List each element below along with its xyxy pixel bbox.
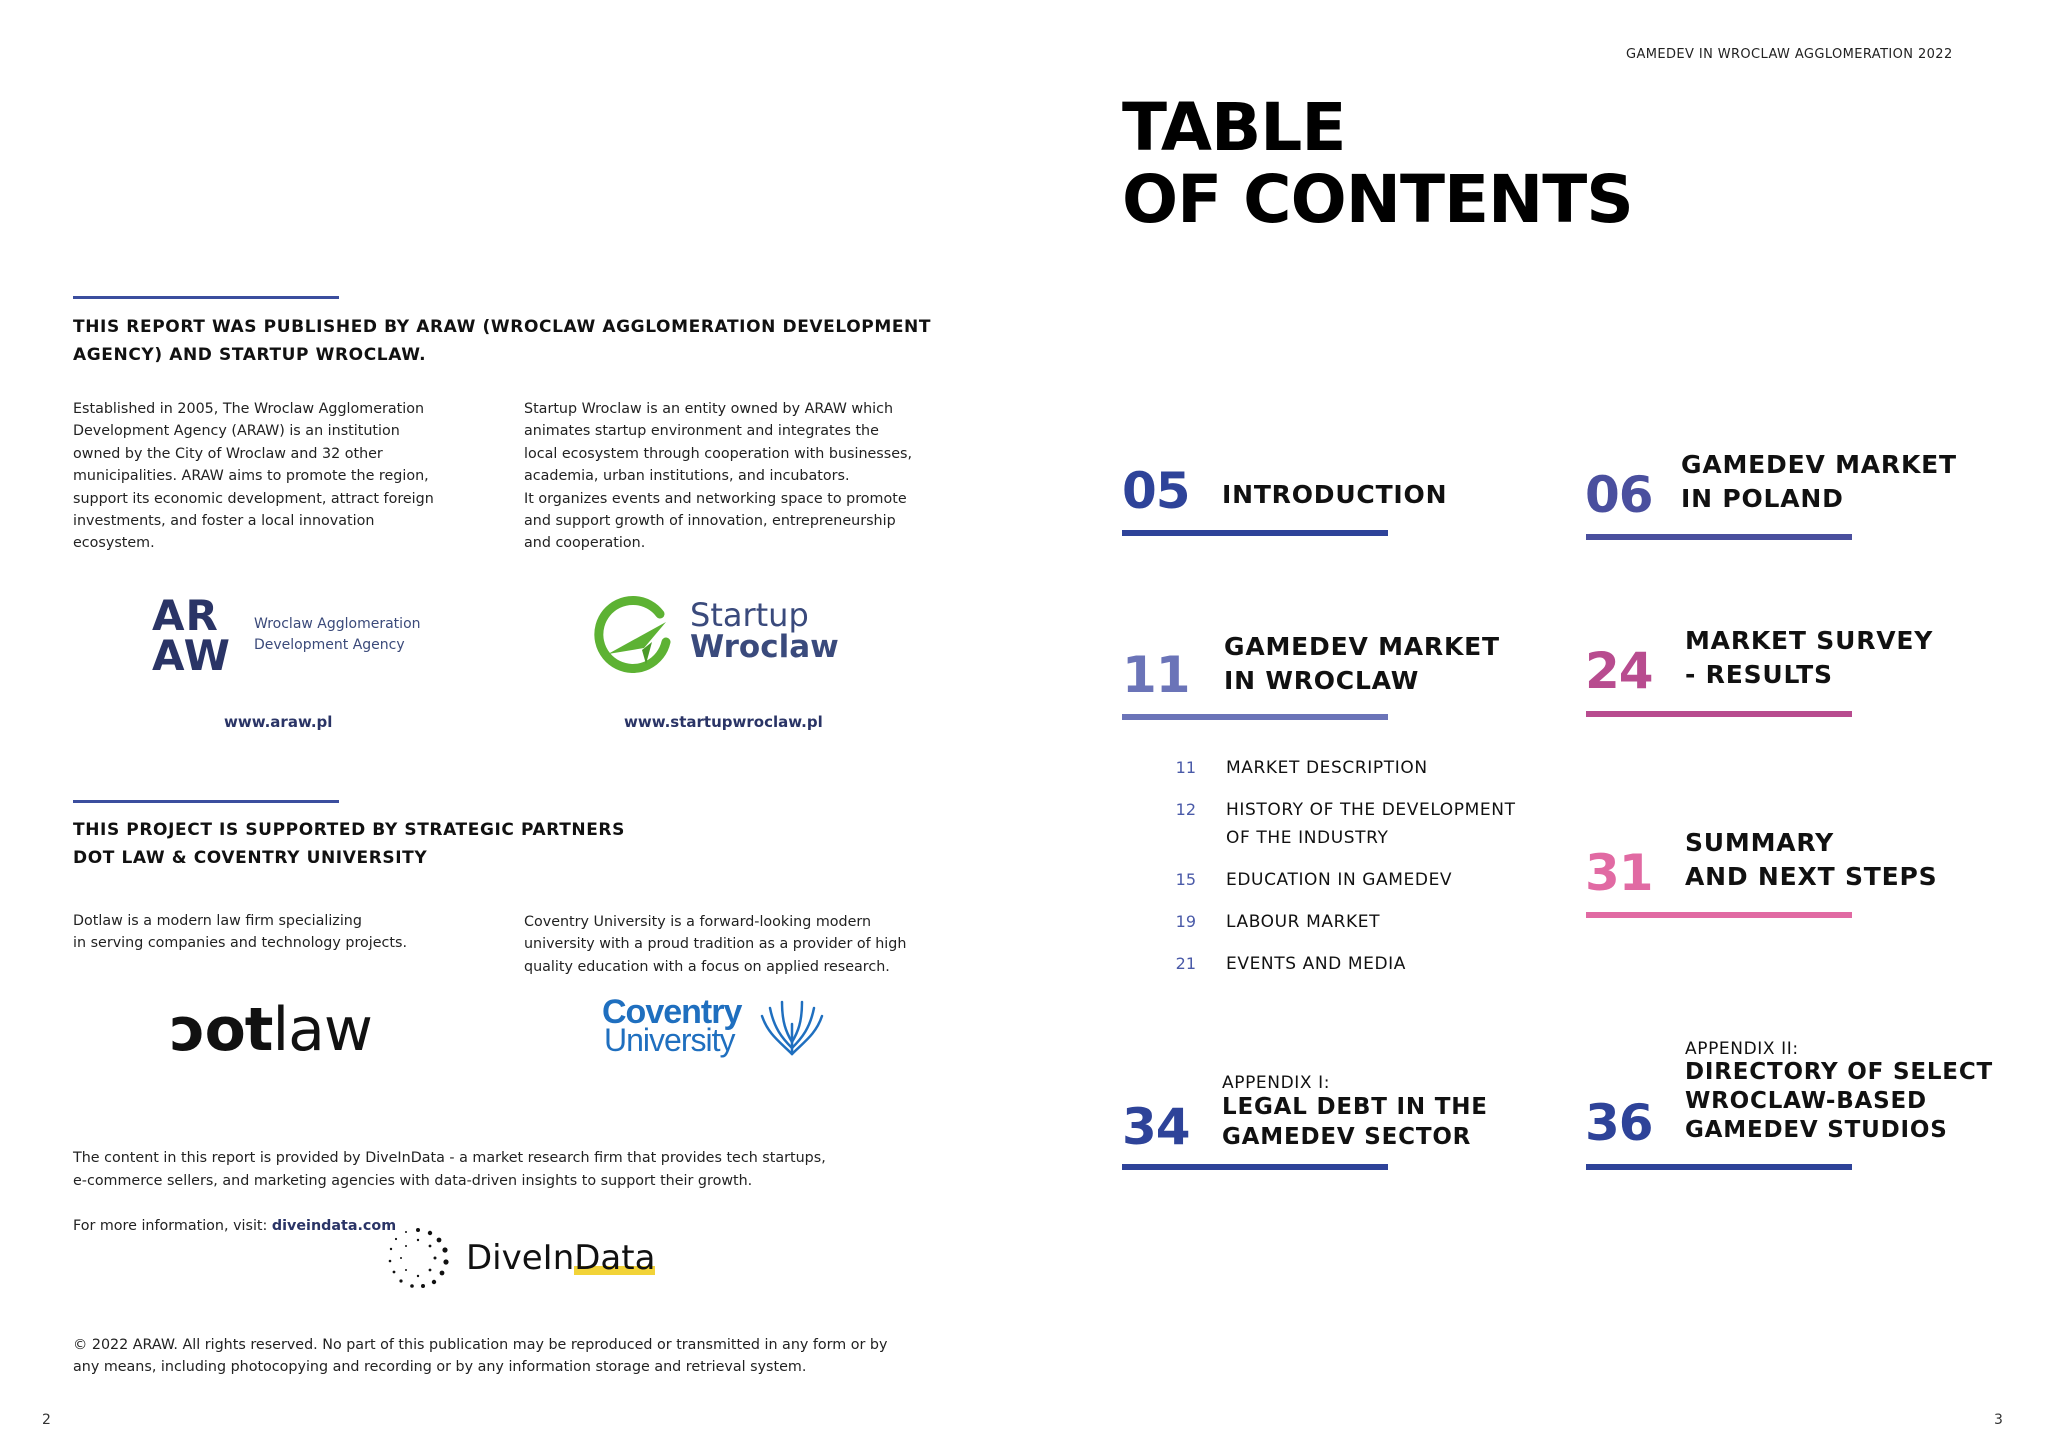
page-number-left: 2 <box>42 1412 51 1428</box>
toc-label: GAMEDEV MARKET IN WROCLAW <box>1224 632 1500 695</box>
toc-number: 31 <box>1585 844 1653 902</box>
toc-number: 06 <box>1585 466 1653 524</box>
toc-number: 36 <box>1585 1094 1653 1152</box>
araw-description: Established in 2005, The Wroclaw Agglomeration Development Agency (ARAW) is an institution owned by the City of Wroclaw and 32 other municipalities. ARAW aims to promote the region, support its economic development, attract foreign investments, and foster a local innovation ecosystem. <box>73 401 434 552</box>
diveindata-link[interactable]: diveindata.com <box>271 1217 397 1234</box>
toc-subentry-number: 15 <box>1175 870 1196 889</box>
toc-bar-appendix-2 <box>1586 1164 1852 1170</box>
diveindata-logo <box>386 1226 656 1290</box>
partners-heading: THIS PROJECT IS SUPPORTED BY STRATEGIC PARTNERS DOT LAW & COVENTRY UNIVERSITY <box>73 820 625 868</box>
toc-subentry-label: MARKET DESCRIPTION <box>1226 758 1428 778</box>
toc-entry-appendix-1[interactable] <box>1122 1070 1542 1170</box>
toc-bar-appendix-1 <box>1122 1164 1388 1170</box>
coventry-description: Coventry University is a forward-looking modern university with a proud tradition as a provider of high quality education with a focus on applied research. <box>524 914 907 975</box>
coventry-logo-line1: Coventry <box>602 993 742 1031</box>
phoenix-icon <box>760 998 824 1058</box>
toc-subentry-label: EDUCATION IN GAMEDEV <box>1226 870 1453 890</box>
publisher-heading: THIS REPORT WAS PUBLISHED BY ARAW (WROCLAW AGGLOMERATION DEVELOPMENT AGENCY) AND STARTUP WROCLAW. <box>73 317 932 365</box>
toc-appendix-label: APPENDIX II: <box>1685 1039 1799 1059</box>
diveindata-wordmark: DiveInData <box>466 1238 656 1278</box>
toc-appendix-label: APPENDIX I: <box>1222 1073 1331 1093</box>
toc-subentry[interactable] <box>1156 866 1546 894</box>
toc-subentry[interactable] <box>1156 908 1546 936</box>
toc-entry-introduction[interactable] <box>1122 460 1448 540</box>
toc-bar-summary <box>1586 912 1852 918</box>
toc-label: SUMMARY AND NEXT STEPS <box>1685 828 1938 891</box>
toc-entry-appendix-2[interactable] <box>1585 1036 2015 1166</box>
startup-description: Startup Wroclaw is an entity owned by ARAW which animates startup environment and integrates the local ecosystem through cooperation with businesses, academia, urban institutions, and incubators. It organizes events and networking space to promote and support growth of innovation, entrepreneurship and cooperation. <box>524 401 912 552</box>
dotlaw-logo <box>170 995 372 1065</box>
toc-subentry-label: HISTORY OF THE DEVELOPMENT OF THE INDUSTRY <box>1226 800 1516 848</box>
startup-logo-line2: Wroclaw <box>690 629 839 665</box>
toc-label: GAMEDEV MARKET IN POLAND <box>1681 450 1957 513</box>
page-number-right: 3 <box>1994 1412 2003 1428</box>
toc-bar-gamedev-poland <box>1586 534 1852 540</box>
araw-logo-name: Wroclaw Agglomeration Development Agency <box>254 616 421 653</box>
toc-entry-summary[interactable] <box>1585 826 2005 906</box>
dotlaw-logo-light: law <box>272 995 372 1065</box>
araw-logo <box>152 591 452 682</box>
toc-bar-introduction <box>1122 530 1388 536</box>
toc-subentry-number: 11 <box>1175 758 1196 777</box>
toc-title: TABLE OF CONTENTS <box>1122 89 1633 238</box>
toc-subentry-number: 19 <box>1175 912 1196 931</box>
araw-logo-mark: AR AW <box>152 591 231 680</box>
toc-entry-market-survey[interactable] <box>1585 624 2005 704</box>
toc-label: INTRODUCTION <box>1222 480 1448 509</box>
toc-label: LEGAL DEBT IN THE GAMEDEV SECTOR <box>1222 1094 1488 1150</box>
araw-url[interactable]: www.araw.pl <box>224 713 333 731</box>
toc-subentry-label: LABOUR MARKET <box>1226 912 1381 932</box>
toc-subentry[interactable] <box>1156 796 1526 852</box>
dotted-circle-icon <box>386 1226 450 1290</box>
dotlaw-logo-bold: ɔot <box>170 995 273 1065</box>
toc-number: 11 <box>1122 646 1190 704</box>
toc-label: DIRECTORY OF SELECT WROCLAW-BASED GAMEDEV STUDIOS <box>1685 1059 1993 1143</box>
toc-entry-gamedev-poland[interactable] <box>1585 448 2005 528</box>
content-note: The content in this report is provided by DiveInData - a market research firm that provides tech startups, e-commerce sellers, and marketing agencies with data-driven insights to support their growth. For more information, visit: diveindata.com <box>73 1150 826 1234</box>
toc-subentry[interactable] <box>1156 754 1546 782</box>
toc-bar-market-survey <box>1586 711 1852 717</box>
running-header: GAMEDEV IN WROCLAW AGGLOMERATION 2022 <box>1626 47 1953 62</box>
startup-wroclaw-logo <box>594 592 844 678</box>
toc-subentry-number: 21 <box>1175 954 1196 973</box>
toc-label: MARKET SURVEY - RESULTS <box>1685 626 1934 689</box>
toc-number: 05 <box>1122 462 1190 520</box>
toc-bar-gamedev-wroclaw <box>1122 714 1388 720</box>
toc-entry-gamedev-wroclaw[interactable] <box>1122 630 1542 710</box>
toc-number: 24 <box>1585 642 1653 700</box>
toc-subentry-label: EVENTS AND MEDIA <box>1226 954 1406 974</box>
toc-subentry-number: 12 <box>1175 800 1196 819</box>
coventry-logo <box>602 993 832 1062</box>
startup-url[interactable]: www.startupwroclaw.pl <box>624 713 823 731</box>
startup-logo-line1: Startup <box>690 596 809 634</box>
copyright-notice: © 2022 ARAW. All rights reserved. No part of this publication may be reproduced or transmitted in any form or by any means, including photocopying and recording or by any information storage and retrieval system. <box>73 1337 888 1376</box>
coventry-logo-line2: University <box>604 1022 735 1058</box>
toc-subentry[interactable] <box>1156 950 1546 978</box>
toc-number: 34 <box>1122 1098 1190 1156</box>
dotlaw-description: Dotlaw is a modern law firm specializing in serving companies and technology projects. <box>73 913 407 952</box>
publisher-rule <box>73 296 339 299</box>
partners-rule <box>73 800 339 803</box>
startup-arrow-icon <box>594 592 680 678</box>
